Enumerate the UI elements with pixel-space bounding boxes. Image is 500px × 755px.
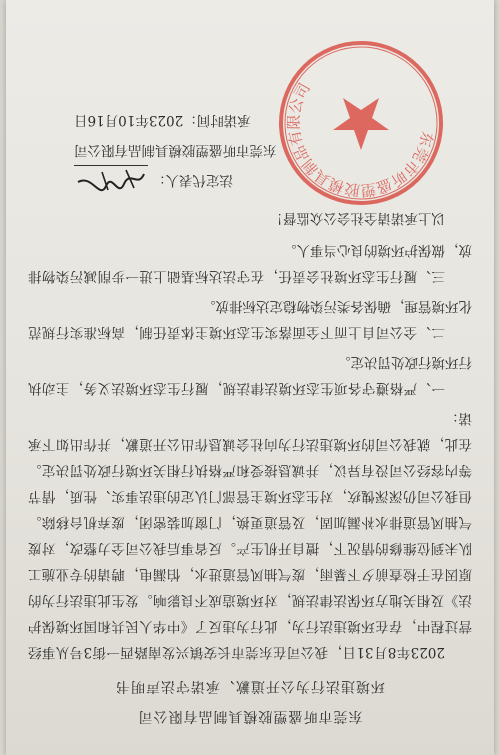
signature-company: 东莞市昕盛塑胶模具制品有限公司: [74, 142, 277, 158]
commitment-date: 承诺时间：2023年10月16日: [74, 112, 251, 128]
closing-line: 以上承诺请全社会公众监督！: [269, 210, 445, 226]
seal-text: 东莞市昕盛塑胶模具制品有限公司: [284, 79, 437, 200]
legal-rep-label: 法定代表人：: [152, 172, 233, 188]
commitment-item-2: 二、全公司自上而下全面落实生态环境主体责任制，高标准实行规范化环境管理，确保各类污染物稳定达标排放。: [28, 298, 472, 340]
statement-title: 环境违法行为公开道歉、承诺守法声明书: [115, 678, 385, 694]
handwritten-signature: [74, 166, 148, 195]
document-sheet: [6, 0, 494, 755]
rotated-page: [6, 0, 494, 755]
company-header: 东莞市昕盛塑胶模具制品有限公司: [137, 708, 363, 724]
commitment-item-3: 三、履行生态环境社会责任，在守法达标基础上进一步削减污染物排放，做保护环境的良心当事人。: [28, 242, 472, 284]
statement-paragraph: 2023年8月31日，我公司在东莞市长安镇兴发南路西一街3号从事经营过程中，存在环境违法行为，此行为违反了《中华人民共和国环境保护法》及相关地方环保法律法规，对环境造成不良影响。发生此违法行为的原因在于检查前夕下暴雨，废气抽风管道进水，怕漏电，聘请的专业施工队未到位维修的情况下，擅自开机生产。反省事后我公司全力整改，对废气抽风管道排水补漏加固，及管道更换，门窗加装密闭，废弃机台移除。但我公司仍深深愧疚，对生态环境主管部门认定的违法事实、性质，情节等内容经公司没有异议，并诚恳接受和严格执行相关环境行政处罚决定。在此，就我公司的环境违法行为向社会诚恳作出公开道歉，并作出如下承诺：: [28, 410, 472, 660]
company-seal: [276, 38, 446, 208]
commitment-item-1: 一、严格遵守各项生态环境法律法规，履行生态环境法义务，主动执行环境行政处罚决定。: [28, 354, 472, 396]
